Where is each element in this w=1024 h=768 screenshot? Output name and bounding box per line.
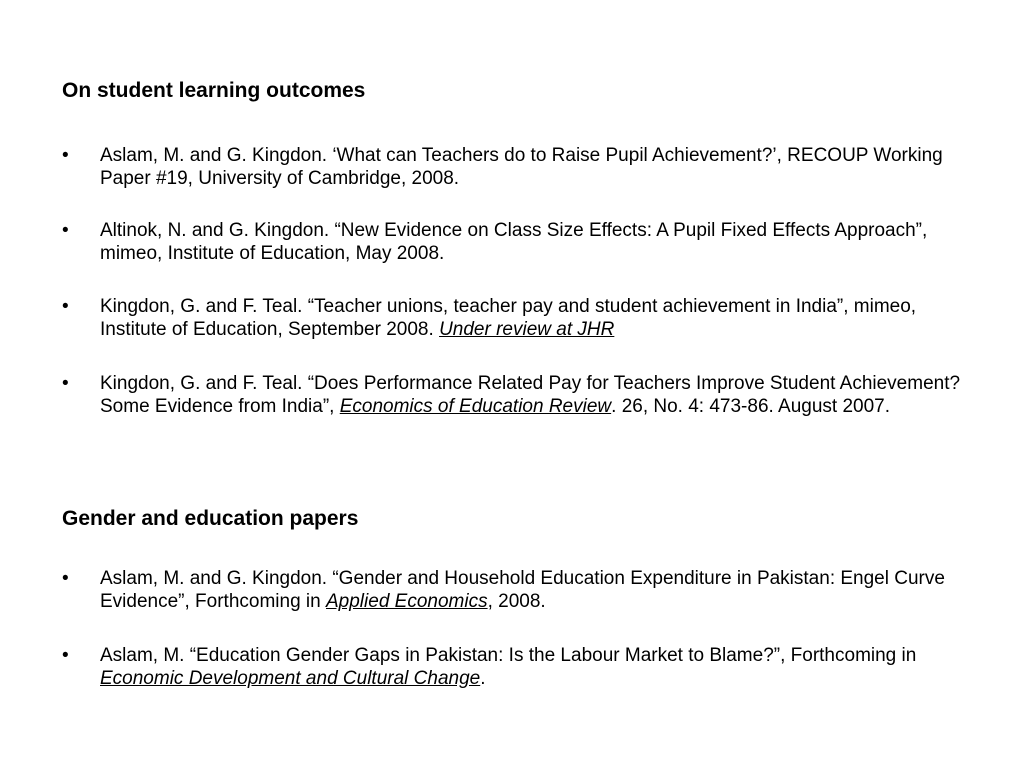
reference-text <box>100 219 962 265</box>
journal-link[interactable]: Economics of Education Review <box>339 396 612 417</box>
section-heading-gender-education: Gender and education papers <box>62 507 359 530</box>
bullet-icon: • <box>62 145 69 166</box>
bullet-icon: • <box>62 373 69 394</box>
section-heading-student-learning: On student learning outcomes <box>62 79 366 102</box>
reference-body: Aslam, M. and G. Kingdon. “Gender and Household Education Expenditure in Pakistan: Engel Curve Evidence”, Forthcoming in <box>100 568 945 612</box>
reference-item <box>62 644 962 690</box>
bullet-icon: • <box>62 296 69 317</box>
reference-item <box>62 295 962 341</box>
reference-tail: , 2008. <box>487 591 546 612</box>
reference-body: Kingdon, G. and F. Teal. “Does Performance Related Pay for Teachers Improve Student Achievement? Some Evidence from India”, <box>100 373 961 417</box>
journal-link[interactable]: Under review at JHR <box>439 319 615 340</box>
reference-text <box>100 372 962 418</box>
reference-tail: . 26, No. 4: 473-86. August 2007. <box>611 396 891 417</box>
reference-tail: . <box>480 668 486 689</box>
bullet-icon: • <box>62 568 69 589</box>
reference-text <box>100 567 962 613</box>
reference-item <box>62 372 962 418</box>
bullet-icon: • <box>62 220 69 241</box>
bullet-icon: • <box>62 645 69 666</box>
reference-text <box>100 295 962 341</box>
reference-item <box>62 567 962 613</box>
reference-body: Altinok, N. and G. Kingdon. “New Evidence on Class Size Effects: A Pupil Fixed Effects Approach”, mimeo, Institute of Education, May 2008. <box>100 220 928 264</box>
reference-item <box>62 144 962 190</box>
reference-body: Aslam, M. “Education Gender Gaps in Pakistan: Is the Labour Market to Blame?”, Forthcoming in <box>100 645 917 666</box>
reference-text <box>100 144 962 190</box>
journal-link[interactable]: Applied Economics <box>326 591 488 612</box>
reference-item <box>62 219 962 265</box>
reference-body: Aslam, M. and G. Kingdon. ‘What can Teachers do to Raise Pupil Achievement?’, RECOUP Working Paper #19, University of Cambridge, 2008. <box>100 145 943 189</box>
reference-body: Kingdon, G. and F. Teal. “Teacher unions, teacher pay and student achievement in India”, mimeo, Institute of Education, September 2008. <box>100 296 917 340</box>
reference-text <box>100 644 962 690</box>
journal-link[interactable]: Economic Development and Cultural Change <box>100 668 481 689</box>
